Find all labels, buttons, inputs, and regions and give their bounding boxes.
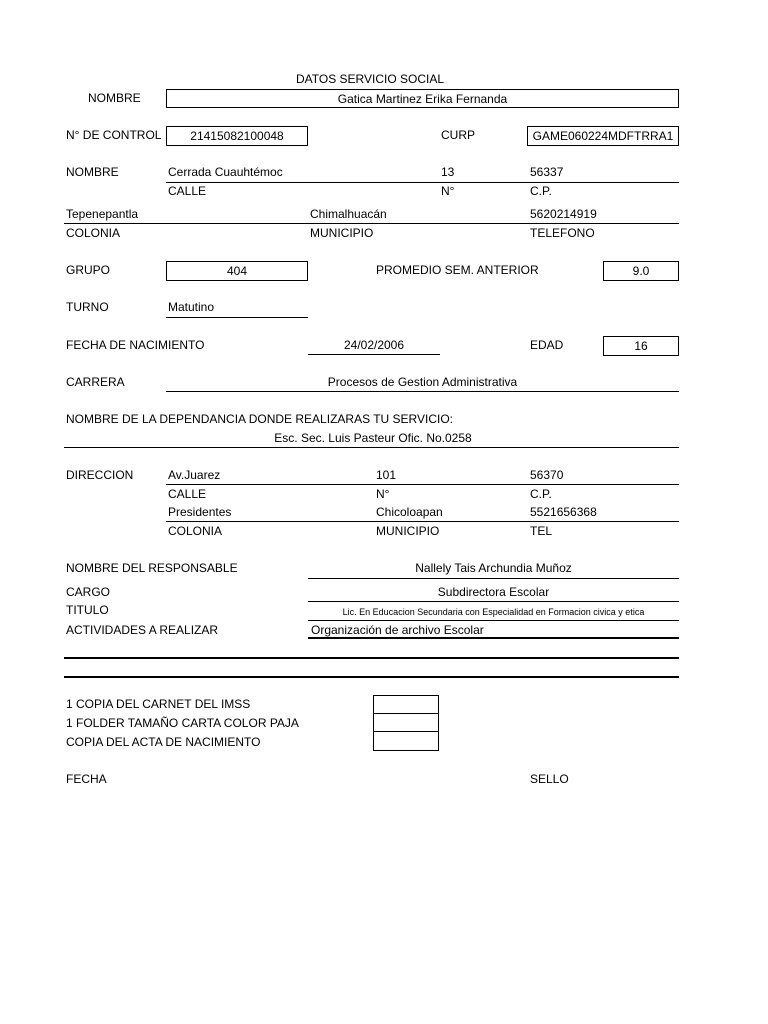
colonia-line bbox=[64, 223, 679, 224]
control-field[interactable] bbox=[166, 126, 308, 146]
calle-value: Cerrada Cuauhtémoc bbox=[168, 165, 283, 179]
sello-label: SELLO bbox=[530, 772, 569, 786]
colonia-value: Tepenepantla bbox=[66, 207, 139, 221]
grupo-field[interactable] bbox=[166, 261, 308, 281]
dep-colonia-line bbox=[166, 521, 679, 522]
dep-cp-value: 56370 bbox=[530, 468, 564, 482]
curp-field[interactable] bbox=[527, 126, 679, 146]
doc-item-acta: COPIA DEL ACTA DE NACIMIENTO bbox=[66, 735, 261, 749]
dep-colonia-label: COLONIA bbox=[168, 524, 223, 538]
dependencia-line bbox=[64, 447, 679, 448]
turno-line bbox=[166, 317, 308, 318]
dep-municipio-value: Chicoloapan bbox=[376, 505, 443, 519]
promedio-value: 9.0 bbox=[632, 264, 650, 278]
turno-value: Matutino bbox=[168, 300, 215, 314]
doc-item-imss: 1 COPIA DEL CARNET DEL IMSS bbox=[66, 697, 251, 711]
curp-value: GAME060224MDFTRRA1 bbox=[532, 129, 674, 143]
colonia-label: COLONIA bbox=[66, 226, 121, 240]
nombre-label: NOMBRE bbox=[88, 91, 141, 105]
cargo-line bbox=[308, 601, 679, 602]
direccion-label: DIRECCION bbox=[66, 468, 134, 482]
promedio-field[interactable] bbox=[603, 261, 679, 281]
dep-numero-label: N° bbox=[376, 487, 390, 501]
telefono-value: 5620214919 bbox=[530, 207, 597, 221]
dep-tel-label: TEL bbox=[530, 524, 553, 538]
responsable-label: NOMBRE DEL RESPONSABLE bbox=[66, 561, 238, 575]
fecha-nac-line bbox=[308, 354, 440, 355]
checkbox-folder[interactable] bbox=[373, 713, 439, 732]
grupo-value: 404 bbox=[226, 264, 248, 278]
fecha-label: FECHA bbox=[66, 772, 107, 786]
nombre-value: Gatica Martinez Erika Fernanda bbox=[337, 92, 508, 106]
cp-label: C.P. bbox=[530, 184, 552, 198]
cargo-value: Subdirectora Escolar bbox=[437, 585, 550, 599]
fecha-nac-label: FECHA DE NACIMIENTO bbox=[66, 338, 205, 352]
responsable-value: Nallely Tais Archundia Muñoz bbox=[415, 561, 572, 575]
curp-label: CURP bbox=[441, 128, 476, 142]
carrera-line bbox=[166, 391, 679, 392]
dep-colonia-value: Presidentes bbox=[168, 505, 232, 519]
promedio-label: PROMEDIO SEM. ANTERIOR bbox=[376, 263, 539, 277]
titulo-label: TITULO bbox=[66, 603, 109, 617]
carrera-value: Procesos de Gestion Administrativa bbox=[327, 375, 518, 389]
numero-value: 13 bbox=[441, 165, 455, 179]
dep-calle-line bbox=[166, 484, 679, 485]
separator-line-1 bbox=[64, 657, 679, 659]
address-line bbox=[166, 182, 679, 183]
calle-label: CALLE bbox=[168, 184, 207, 198]
dep-municipio-label: MUNICIPIO bbox=[376, 524, 440, 538]
titulo-value: Lic. En Educacion Secundaria con Especialidad en Formacion civica y etica bbox=[342, 607, 645, 617]
dep-numero-value: 101 bbox=[376, 468, 397, 482]
carrera-label: CARRERA bbox=[66, 375, 125, 389]
grupo-label: GRUPO bbox=[66, 263, 111, 277]
responsable-line bbox=[308, 578, 679, 579]
control-label: N° DE CONTROL bbox=[66, 128, 162, 142]
edad-field[interactable] bbox=[603, 336, 679, 356]
numero-label: N° bbox=[441, 184, 455, 198]
telefono-label: TELEFONO bbox=[530, 226, 595, 240]
edad-label: EDAD bbox=[530, 338, 564, 352]
fecha-nac-value: 24/02/2006 bbox=[343, 338, 405, 352]
actividades-label: ACTIVIDADES A REALIZAR bbox=[66, 623, 219, 637]
dependencia-value: Esc. Sec. Luis Pasteur Ofic. No.0258 bbox=[274, 431, 472, 445]
nombre-field[interactable] bbox=[166, 89, 679, 108]
dep-calle-value: Av.Juarez bbox=[168, 468, 221, 482]
address-label: NOMBRE bbox=[66, 165, 119, 179]
municipio-value: Chimalhuacán bbox=[310, 207, 387, 221]
doc-item-folder: 1 FOLDER TAMAÑO CARTA COLOR PAJA bbox=[66, 716, 299, 730]
checkbox-imss[interactable] bbox=[373, 695, 439, 714]
edad-value: 16 bbox=[634, 339, 648, 353]
actividades-value: Organización de archivo Escolar bbox=[311, 623, 484, 637]
checkbox-acta[interactable] bbox=[373, 731, 439, 751]
cp-value: 56337 bbox=[530, 165, 564, 179]
titulo-line bbox=[308, 620, 679, 621]
dependencia-label: NOMBRE DE LA DEPENDANCIA DONDE REALIZARAS TU SERVICIO: bbox=[66, 412, 453, 426]
control-value: 21415082100048 bbox=[190, 129, 284, 143]
municipio-label: MUNICIPIO bbox=[310, 226, 374, 240]
cargo-label: CARGO bbox=[66, 585, 111, 599]
dep-calle-label: CALLE bbox=[168, 487, 207, 501]
separator-line-2 bbox=[64, 676, 679, 678]
actividades-line bbox=[308, 637, 679, 639]
dep-cp-label: C.P. bbox=[530, 487, 552, 501]
form-title: DATOS SERVICIO SOCIAL bbox=[295, 72, 445, 86]
dep-tel-value: 5521656368 bbox=[530, 505, 597, 519]
turno-label: TURNO bbox=[66, 300, 109, 314]
